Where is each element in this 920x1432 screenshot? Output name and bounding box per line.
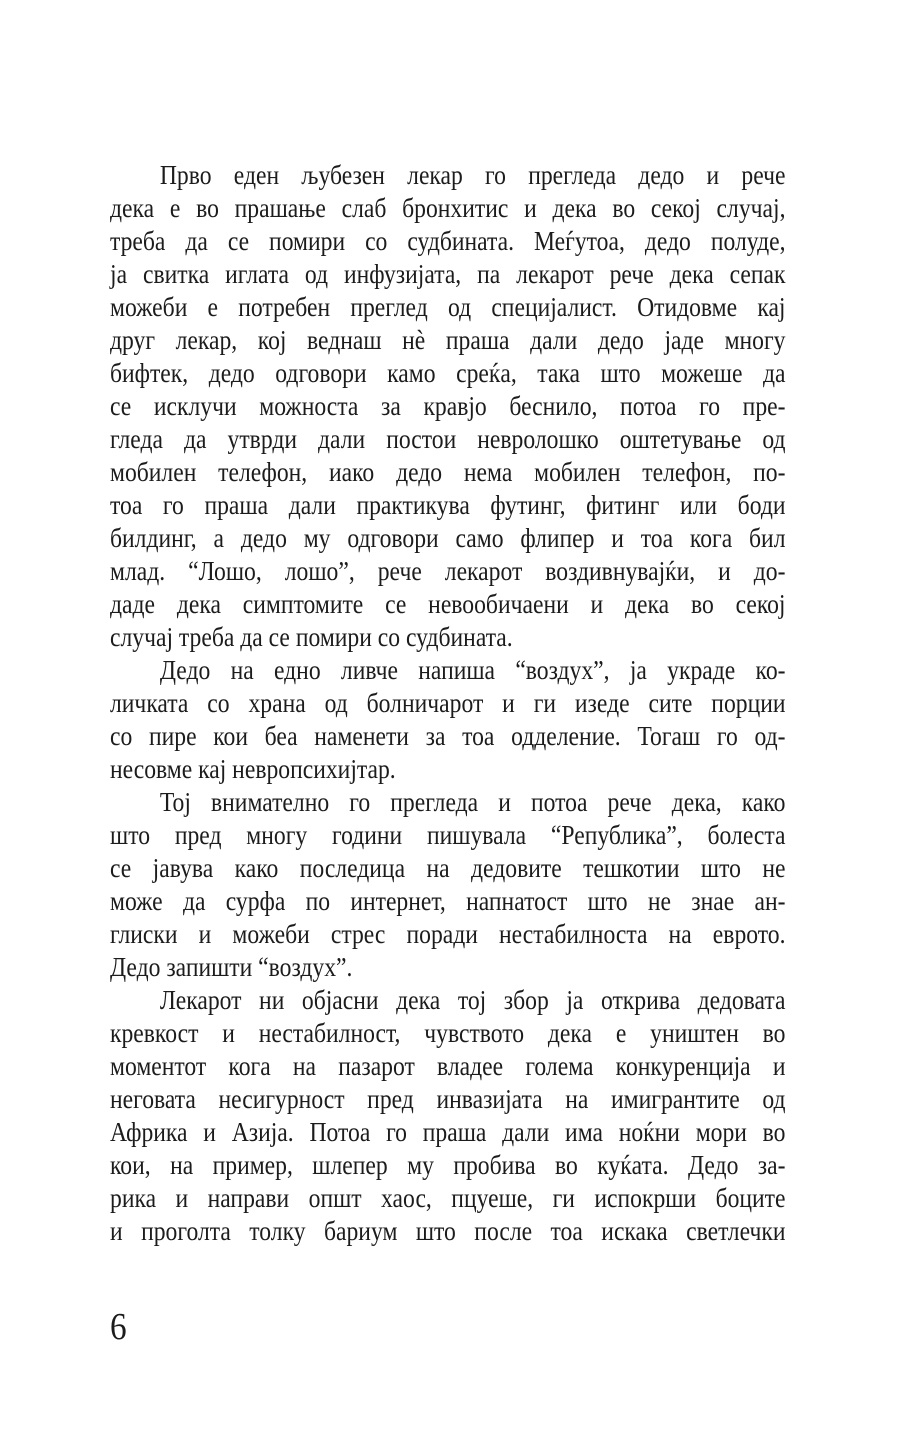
paragraph-3-line-5: глиски и можеби стрес поради нестабилноста на еврото. bbox=[110, 919, 786, 949]
paragraph-1-line-13: млад. “Лошо, лошо”, рече лекарот воздивнувајќи, и до- bbox=[110, 556, 786, 586]
page-text-block bbox=[110, 159, 786, 1248]
paragraph-1-line-6: друг лекар, кој веднаш нѐ праша дали дедо јаде многу bbox=[110, 325, 786, 355]
paragraph-3-line-6: Дедо запишти “воздух”. bbox=[110, 952, 353, 982]
paragraph-1-line-14: даде дека симптомите се невообичаени и дека во секој bbox=[110, 589, 786, 619]
paragraph-4-line-3: моментот кога на пазарот владее голема конкуренција и bbox=[110, 1051, 786, 1081]
paragraph-1-line-8: се исклучи можноста за кравјо беснило, потоа го пре- bbox=[110, 391, 786, 421]
paragraph-1-line-12: билдинг, а дедо му одговори само флипер и тоа кога бил bbox=[110, 523, 786, 553]
paragraph-3-line-2: што пред многу години пишувала “Република”, болеста bbox=[110, 820, 786, 850]
paragraph-4-line-1: Лекарот ни објасни дека тој збор ја открива дедовата bbox=[159, 985, 786, 1015]
paragraph-1-line-10: мобилен телефон, иако дедо нема мобилен телефон, по- bbox=[110, 457, 786, 487]
paragraph-4-line-2: кревкост и нестабилност, чувството дека е уништен во bbox=[110, 1018, 786, 1048]
paragraph-3-line-4: може да сурфа по интернет, напнатост што не знае ан- bbox=[110, 886, 786, 916]
paragraph-1-line-11: тоа го праша дали практикува футинг, фитинг или боди bbox=[110, 490, 786, 520]
paragraph-1-line-4: ја свитка иглата од инфузијата, па лекарот рече дека сепак bbox=[110, 259, 786, 289]
paragraph-1-line-15: случај треба да се помири со судбината. bbox=[110, 622, 513, 652]
paragraph-2-line-1: Дедо на едно ливче напиша “воздух”, ја украде ко- bbox=[159, 655, 786, 685]
paragraph-1-line-7: бифтек, дедо одговори камо среќа, така што можеше да bbox=[110, 358, 786, 388]
paragraph-2-line-3: со пире кои беа наменети за тоа одделение. Тогаш го од- bbox=[110, 721, 786, 751]
paragraph-4-line-5: Африка и Азија. Потоа го праша дали има ноќни мори во bbox=[110, 1117, 786, 1147]
paragraph-1-line-9: гледа да утврди дали постои невролошко оштетување од bbox=[110, 424, 786, 454]
paragraph-2-line-2: личката со храна од болничарот и ги изеде сите порции bbox=[110, 688, 786, 718]
paragraph-1-line-5: можеби е потребен преглед од специјалист. Отидовме кај bbox=[110, 292, 786, 322]
paragraph-4-line-4: неговата несигурност пред инвазијата на имигрантите од bbox=[110, 1084, 786, 1114]
paragraph-1-line-2: дека е во прашање слаб бронхитис и дека во секој случај, bbox=[110, 193, 786, 223]
paragraph-3-line-1: Тој внимателно го прегледа и потоа рече дека, како bbox=[159, 787, 786, 817]
paragraph-2-line-4: несовме кај невропсихијтар. bbox=[110, 754, 396, 784]
paragraph-4-line-6: кои, на пример, шлепер му пробива во куќата. Дедо за- bbox=[110, 1150, 786, 1180]
paragraph-3-line-3: се јавува како последица на дедовите тешкотии што не bbox=[110, 853, 786, 883]
paragraph-4-line-7: рика и направи општ хаос, пцуеше, ги испокрши боците bbox=[110, 1183, 786, 1213]
paragraph-4-line-8: и проголта толку бариум што после тоа искака светлечки bbox=[110, 1216, 786, 1246]
page-number: 6 bbox=[110, 1306, 127, 1348]
paragraph-1-line-3: треба да се помири со судбината. Меѓутоа, дедо полуде, bbox=[110, 226, 786, 256]
paragraph-1-line-1: Прво еден љубезен лекар го прегледа дедо и рече bbox=[159, 160, 786, 190]
